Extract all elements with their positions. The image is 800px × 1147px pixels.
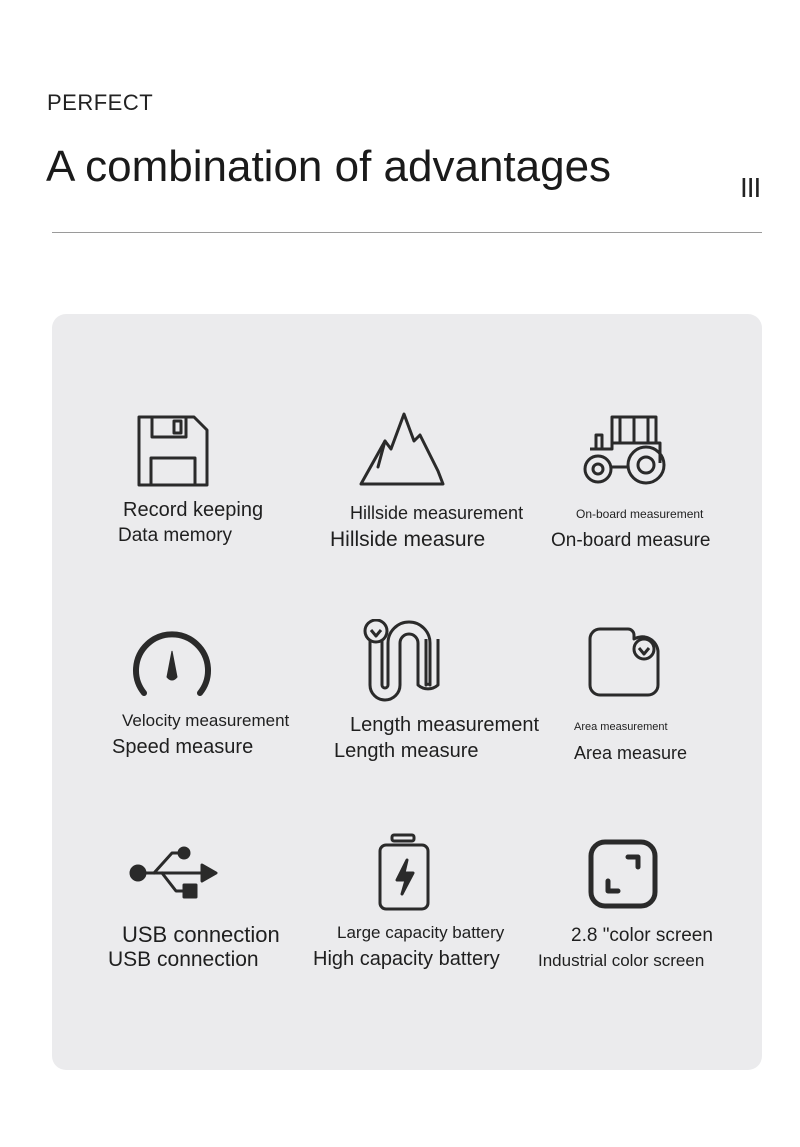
feature-title: Record keeping [123,499,264,521]
feature-record-keeping [112,409,352,619]
feature-subtitle: USB connection [108,948,259,971]
feature-subtitle: Data memory [118,525,233,546]
feature-velocity [112,619,352,829]
battery-charging-icon [376,832,432,912]
feature-title: Length measurement [350,714,540,736]
feature-subtitle: Length measure [334,740,479,762]
screen-expand-icon [588,839,658,909]
feature-title: Large capacity battery [337,923,505,942]
speedometer-icon [130,627,214,699]
feature-subtitle: High capacity battery [313,948,500,970]
divider [52,232,762,233]
page-kicker: PERFECT [47,90,154,115]
mountain-icon [358,411,446,487]
feature-usb [108,829,352,1039]
feature-length [330,619,570,829]
page-title: A combination of advantages [46,142,612,191]
feature-title: Hillside measurement [350,503,524,523]
tractor-icon [582,413,670,487]
usb-icon [128,845,218,901]
feature-subtitle: On-board measure [551,530,711,551]
feature-title: 2.8 "color screen [571,925,713,946]
feature-area [548,619,788,829]
feature-title: Area measurement [574,721,668,733]
floppy-disk-icon [136,414,210,488]
feature-on-board [548,409,788,619]
section-marker: III [740,172,761,203]
feature-subtitle: Speed measure [112,736,254,758]
area-field-icon [588,623,662,699]
feature-subtitle: Industrial color screen [538,951,705,970]
feature-title: Velocity measurement [122,711,290,730]
feature-screen [538,829,788,1039]
feature-subtitle: Area measure [574,743,688,763]
feature-title: On-board measurement [576,507,704,521]
features-panel [52,314,762,1070]
feature-subtitle: Hillside measure [330,528,486,551]
winding-path-icon [362,619,442,709]
feature-hillside [330,409,570,619]
feature-battery [313,829,570,1039]
feature-title: USB connection [122,922,280,947]
